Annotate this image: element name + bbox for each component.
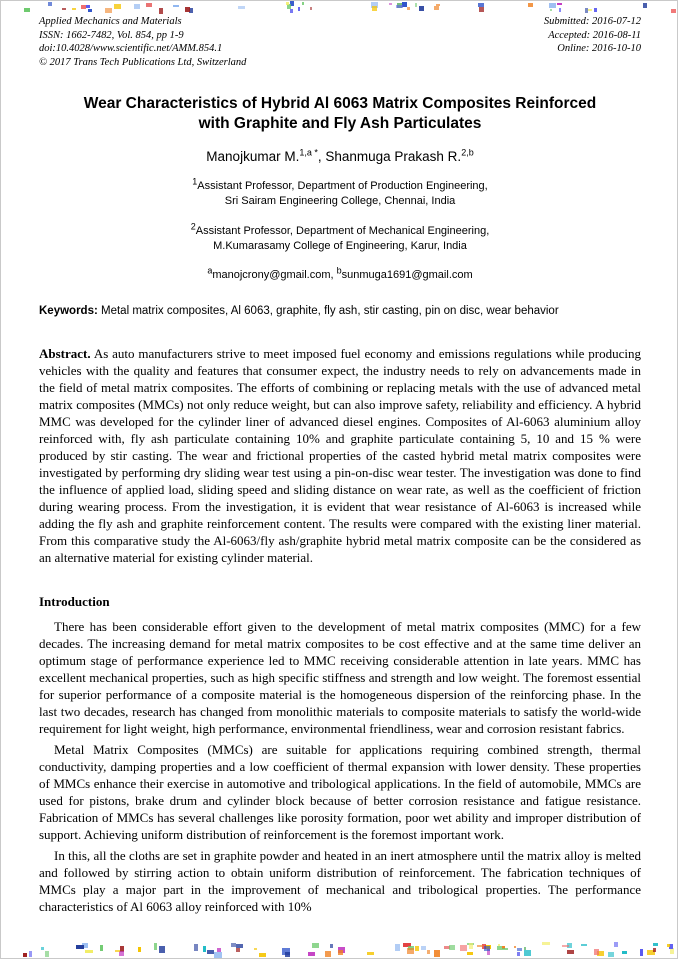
keywords-block <box>39 303 641 319</box>
email-2-superscript: b <box>336 265 342 276</box>
affiliation-2-line1 <box>39 221 641 239</box>
affiliation-1-text1: Assistant Professor, Department of Production Engineering, <box>197 180 488 193</box>
paper-title: Wear Characteristics of Hybrid Al 6063 Matrix Composites Reinforced with Graphite and Fly Ash Particulates <box>83 94 597 133</box>
email-2: sunmuga1691@gmail.com <box>341 268 473 281</box>
affiliation-2-superscript: 2 <box>190 221 196 232</box>
accepted-date: Accepted: 2016-08-11 <box>548 29 641 41</box>
journal-name: Applied Mechanics and Materials <box>39 16 182 27</box>
affiliation-2-text1: Assistant Professor, Department of Mechanical Engineering, <box>195 225 490 238</box>
introduction-paragraph-1: There has been considerable effort given to the development of metal matrix composites (MMC) for a few decades. The increasing demand for metal matrix composites to be cost effective and at the same time deliver an optimum stage of performance experience led to MMC receiving considerable attention in late years. MMC has excellent mechanical properties, such as high specific stiffness and strength and low weight. The foremost essential for superior performance of a composite material is the homogeneous dispersion of the reinforcing phase. In the last two decades, research has changed from monolithic materials to composite materials to satisfy the world-wide requirement for light weight, high performance, environmental friendliness, wear and corrosion resistant fabrics. <box>39 619 641 737</box>
author-1-superscript: 1,a * <box>299 147 318 158</box>
journal-copyright: © 2017 Trans Tech Publications Ltd, Switzerland <box>39 56 247 68</box>
email-1: manojcrony@gmail.com <box>212 268 331 281</box>
author-2-name: Shanmuga Prakash R. <box>325 149 462 165</box>
page-content <box>1 1 677 915</box>
abstract-block <box>39 345 641 566</box>
keywords-text: Metal matrix composites, Al 6063, graphite, fly ash, stir casting, pin on disc, wear behavior <box>101 304 559 317</box>
abstract-text: As auto manufacturers strive to meet imposed fuel economy and emissions regulations while producing vehicles with the quality and features that consumer expect, the industry needs to rely on advancements made in the field of metal matrix composites. The efforts of combining or replacing metals with the use of advanced metal matrix composites (MMCs) not only reduce weight, but can also improve safety, reliability and efficiency. A hybrid MMC was developed for the cylinder liner of advanced diesel engines. Composites of Al-6063 aluminium alloy reinforced with, fly ash particulate containing 10% and graphite particulate containing 5, 10 and 15 % were produced by stir casting. The wear and frictional properties of the casted hybrid metal matrix composites were investigated by performing dry sliding wear test using a pin-on-disc wear tester. The investigation was done to find the influence of applied load, sliding speed and sliding distance on wear rate, as well as the coefficient of friction during wearing process. From the investigation, it is evident that wear resistance of Al-6063 is increased while adding the fly ash and graphite reinforcement content. The results were compared with the existing liner material. From this comparative study the Al-6063/fly ash/graphite hybrid metal matrix composite can be the considered as an alternative material for existing cylinder material. <box>39 345 641 566</box>
journal-issn-volume: ISSN: 1662-7482, Vol. 854, pp 1-9 <box>39 29 184 41</box>
emails-separator: , <box>330 268 337 281</box>
affiliation-1 <box>39 176 641 209</box>
author-1-name: Manojkumar M. <box>206 149 300 165</box>
affiliation-2 <box>39 221 641 254</box>
keywords-label: Keywords: <box>39 304 98 317</box>
introduction-heading: Introduction <box>39 594 110 610</box>
journal-header-left <box>39 15 246 70</box>
affiliation-1-line1 <box>39 176 641 194</box>
journal-doi: doi:10.4028/www.scientific.net/AMM.854.1 <box>39 43 223 55</box>
scan-noise-bottom <box>1 942 677 958</box>
affiliation-1-line2: Sri Sairam Engineering College, Chennai, India <box>224 195 456 208</box>
introduction-paragraph-2: Metal Matrix Composites (MMCs) are suitable for applications requiring combined strength, thermal conductivity, damping properties and a low coefficient of thermal expansion with lower density. These properties of MMCs enhance their exercise in automotive and tribological applications. In the field of automobile, MMCs are used for pistons, brake drum and cylinder block because of better corrosion resistance and fatigue resistance. Fabrication of MMCs has several challenges like porosity formation, poor wet ability and improper distribution of support. Achieving uniform distribution of reinforcement is the foremost important work. <box>39 742 641 843</box>
affiliation-1-superscript: 1 <box>192 176 198 187</box>
authors-line <box>39 149 641 164</box>
abstract-label: Abstract. <box>39 345 91 361</box>
author-2-superscript: 2,b <box>461 147 474 158</box>
journal-header-right <box>544 15 641 70</box>
author-emails <box>39 265 641 281</box>
authors-separator: , <box>317 149 326 165</box>
email-1-superscript: a <box>207 265 213 276</box>
affiliation-2-line2: M.Kumarasamy College of Engineering, Karur, India <box>213 239 467 252</box>
online-date: Online: 2016-10-10 <box>557 43 641 55</box>
journal-header <box>39 15 641 70</box>
submitted-date: Submitted: 2016-07-12 <box>543 16 641 27</box>
introduction-paragraph-3: In this, all the cloths are set in graphite powder and heated in an inert atmosphere until the matrix alloy is melted and followed by stirring action to obtain uniform distribution of reinforcement. The fabrication techniques of MMCs play a major part in the improvement of mechanical and tribological properties. The performance characteristics of Al 6063 alloy reinforced with 10% <box>39 848 641 915</box>
